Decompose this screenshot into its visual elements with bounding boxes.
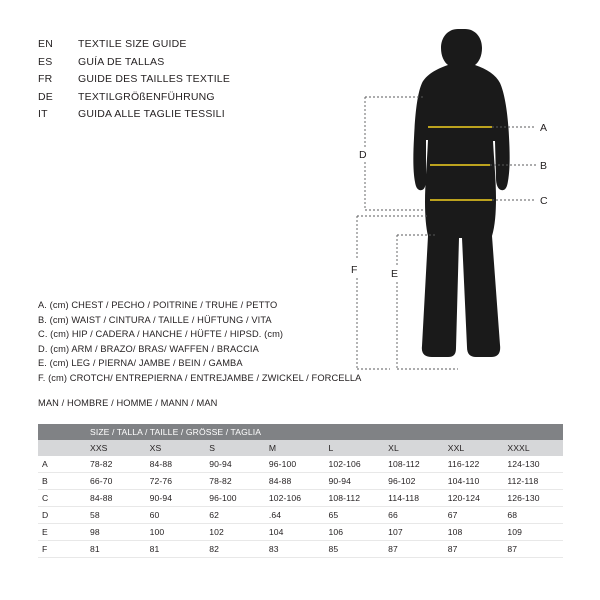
table-row — [38, 507, 563, 524]
table-subheader-row — [38, 440, 563, 456]
cell-d-xxxl: 68 — [503, 507, 563, 524]
cell-e-xxxl: 109 — [503, 524, 563, 541]
cell-f-xs: 81 — [146, 541, 206, 558]
cell-c-xl: 114-118 — [384, 490, 444, 507]
size-table-wrapper — [38, 424, 563, 558]
row-label-f: F — [38, 541, 86, 558]
cell-b-xxxl: 112-118 — [503, 473, 563, 490]
cell-a-xxs: 78-82 — [86, 456, 146, 473]
table-header-blank — [38, 424, 86, 440]
cell-f-xxl: 87 — [444, 541, 504, 558]
table-row — [38, 490, 563, 507]
row-label-e: E — [38, 524, 86, 541]
cell-d-m: .64 — [265, 507, 325, 524]
language-code: IT — [38, 108, 48, 120]
subheader-blank — [38, 440, 86, 456]
cell-d-xxs: 58 — [86, 507, 146, 524]
cell-f-xxs: 81 — [86, 541, 146, 558]
cell-e-m: 104 — [265, 524, 325, 541]
figure-label-e: E — [391, 268, 399, 280]
cell-c-xxl: 120-124 — [444, 490, 504, 507]
cell-b-xs: 72-76 — [146, 473, 206, 490]
column-header-s: S — [205, 440, 265, 456]
column-header-xs: XS — [146, 440, 206, 456]
cell-d-xxl: 67 — [444, 507, 504, 524]
legend-item-d: D. (cm) ARM / BRAZO/ BRAS/ WAFFEN / BRACCIA — [38, 343, 259, 354]
language-title: TEXTILGRÖßENFÜHRUNG — [78, 90, 215, 103]
cell-a-l: 102-106 — [325, 456, 385, 473]
legend-item-c: C. (cm) HIP / CADERA / HANCHE / HÜFTE / HIPSD. (cm) — [38, 329, 284, 340]
cell-a-s: 90-94 — [205, 456, 265, 473]
cell-b-xl: 96-102 — [384, 473, 444, 490]
cell-e-l: 106 — [325, 524, 385, 541]
row-label-b: B — [38, 473, 86, 490]
cell-a-m: 96-100 — [265, 456, 325, 473]
column-header-xl: XL — [384, 440, 444, 456]
cell-f-m: 83 — [265, 541, 325, 558]
table-row — [38, 541, 563, 558]
language-title: GUIDA ALLE TAGLIE TESSILI — [78, 108, 225, 120]
language-row — [38, 91, 338, 109]
cell-c-m: 102-106 — [265, 490, 325, 507]
cell-f-s: 82 — [205, 541, 265, 558]
table-row — [38, 473, 563, 490]
cell-a-xxl: 116-122 — [444, 456, 504, 473]
language-title: TEXTILE SIZE GUIDE — [78, 38, 187, 50]
cell-a-xs: 84-88 — [146, 456, 206, 473]
cell-e-xs: 100 — [146, 524, 206, 541]
language-title: GUÍA DE TALLAS — [78, 55, 165, 68]
cell-e-xxl: 108 — [444, 524, 504, 541]
cell-c-xxs: 84-88 — [86, 490, 146, 507]
cell-f-l: 85 — [325, 541, 385, 558]
legend-item-e: E. (cm) LEG / PIERNA/ JAMBE / BEIN / GAMBA — [38, 358, 243, 369]
cell-b-s: 78-82 — [205, 473, 265, 490]
column-header-l: L — [325, 440, 385, 456]
figure-label-b: B — [540, 160, 548, 172]
cell-c-xs: 90-94 — [146, 490, 206, 507]
figure-label-a: A — [540, 122, 548, 134]
cell-b-l: 90-94 — [325, 473, 385, 490]
cell-b-m: 84-88 — [265, 473, 325, 490]
row-label-c: C — [38, 490, 86, 507]
cell-d-l: 65 — [325, 507, 385, 524]
legend-item-a: A. (cm) CHEST / PECHO / POITRINE / TRUHE / PETTO — [38, 300, 278, 310]
table-row — [38, 456, 563, 473]
language-row — [38, 38, 338, 56]
measurement-legend — [38, 298, 362, 386]
legend-item-f: F. (cm) CROTCH/ ENTREPIERNA / ENTREJAMBE / ZWICKEL / FORCELLA — [38, 372, 362, 383]
cell-d-xl: 66 — [384, 507, 444, 524]
size-table — [38, 424, 563, 558]
cell-c-s: 96-100 — [205, 490, 265, 507]
language-code: ES — [38, 55, 53, 68]
column-header-xxs: XXS — [86, 440, 146, 456]
cell-d-s: 62 — [205, 507, 265, 524]
language-code: FR — [38, 73, 53, 85]
cell-a-xl: 108-112 — [384, 456, 444, 473]
language-code: DE — [38, 90, 53, 103]
figure-label-f: F — [351, 264, 358, 276]
column-header-m: M — [265, 440, 325, 456]
cell-f-xl: 87 — [384, 541, 444, 558]
table-header-size: SIZE / TALLA / TAILLE / GRÖSSE / TAGLIA — [86, 424, 563, 440]
table-header-row — [38, 424, 563, 440]
cell-e-xl: 107 — [384, 524, 444, 541]
body-figure-diagram — [340, 20, 590, 400]
language-code: EN — [38, 38, 53, 50]
table-row — [38, 524, 563, 541]
row-label-a: A — [38, 456, 86, 473]
gender-row: MAN / HOMBRE / HOMME / MANN / MAN — [38, 398, 218, 408]
man-silhouette-icon — [413, 29, 509, 357]
cell-f-xxxl: 87 — [503, 541, 563, 558]
language-row — [38, 56, 338, 74]
language-title-block — [38, 38, 338, 126]
figure-label-d: D — [359, 149, 367, 161]
language-row — [38, 108, 338, 126]
cell-b-xxl: 104-110 — [444, 473, 504, 490]
column-header-xxxl: XXXL — [503, 440, 563, 456]
figure-label-c: C — [540, 195, 548, 207]
cell-e-xxs: 98 — [86, 524, 146, 541]
cell-e-s: 102 — [205, 524, 265, 541]
cell-a-xxxl: 124-130 — [503, 456, 563, 473]
cell-c-xxxl: 126-130 — [503, 490, 563, 507]
row-label-d: D — [38, 507, 86, 524]
legend-item-b: B. (cm) WAIST / CINTURA / TAILLE / HÜFTUNG / VITA — [38, 314, 272, 325]
cell-b-xxs: 66-70 — [86, 473, 146, 490]
cell-d-xs: 60 — [146, 507, 206, 524]
cell-c-l: 108-112 — [325, 490, 385, 507]
column-header-xxl: XXL — [444, 440, 504, 456]
language-title: GUIDE DES TAILLES TEXTILE — [78, 73, 231, 85]
language-row — [38, 73, 338, 91]
